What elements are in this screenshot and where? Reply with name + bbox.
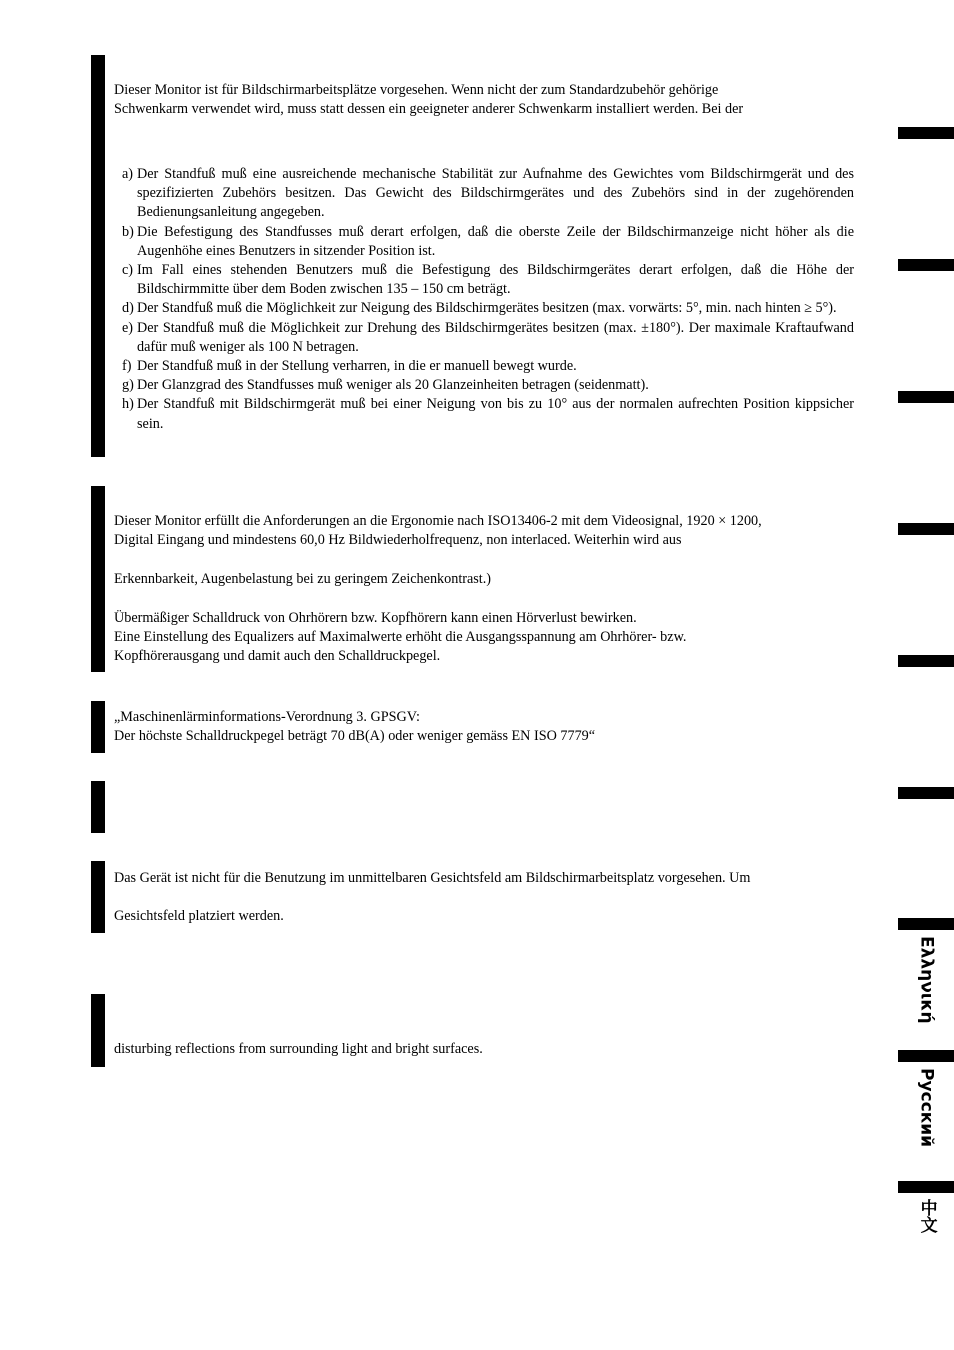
stand-requirements-list [122,165,854,434]
section2-ergonomics [114,512,854,550]
field-of-view-line-1: Das Gerät ist nicht für die Benutzung im unmittelbaren Gesichtsfeld am Bildschirmarbeitsplatz vorgesehen. Um [114,870,751,886]
list-item: a) Der Standfuß muß eine ausreichende mechanische Stabilität zur Aufnahme des Gewichtes vom Bildschirmgerät und des spezifizierten Zubehörs besitzen. Das Gewicht des Bildschirmgerätes und des Zubehörs sind in der zugehörenden Bedienungsanleitung angegeben. [122,166,854,221]
section1-intro-line-2: Schwenkarm verwendet wird, muss statt dessen ein geeigneter anderer Schwenkarm installiert werden. Bei der [114,101,744,118]
language-tab-marker-greek [898,918,954,930]
section1-intro [114,81,854,119]
ergonomics-line-3: Erkennbarkeit, Augenbelastung bei zu geringem Zeichenkontrast.) [114,571,492,587]
section-bar-2 [91,486,105,672]
list-item: h) Der Standfuß mit Bildschirmgerät muß bei einer Neigung von bis zu 10° aus der normalen aufrechten Position kippsicher sein. [122,396,854,432]
list-item: c) Im Fall eines stehenden Benutzers muß die Befestigung des Bildschirmgerätes derart erfolgen, daß die Höhe der Bildschirmmitte über dem Boden zwischen 135 – 150 cm beträgt. [122,262,854,298]
list-item: g) Der Glanzgrad des Standfusses muß weniger als 20 Glanzeinheiten betragen (seidenmatt). [122,377,649,394]
ergonomics-line-2: Digital Eingang und mindestens 60,0 Hz Bildwiederholfrequenz, non interlaced. Weiterhin wird aus [114,532,682,549]
section1-intro-line-1: Dieser Monitor ist für Bildschirmarbeitsplätze vorgesehen. Wenn nicht der zum Standardzubehör gehörige [114,82,719,98]
reflections-line-1: disturbing reflections from surrounding light and bright surfaces. [114,1041,483,1057]
section-bar-3 [91,701,105,753]
language-tab-russian[interactable]: Русский [916,1068,937,1148]
hearing-line-1: Übermäßiger Schalldruck von Ohrhörern bzw. Kopfhörern kann einen Hörverlust bewirken. [114,610,637,626]
language-tab-marker-1 [898,127,954,139]
language-tab-marker-5 [898,655,954,667]
section5-field-of-view [114,869,854,888]
language-tab-marker-russian [898,1050,954,1062]
section5-field-of-view-cont [114,907,854,926]
field-of-view-line-2: Gesichtsfeld platziert werden. [114,908,284,924]
section-bar-4 [91,781,105,833]
section-bar-1 [91,55,105,457]
noise-line-2: Der höchste Schalldruckpegel beträgt 70 dB(A) oder weniger gemäss EN ISO 7779“ [114,728,596,745]
section3-noise [114,708,854,746]
noise-line-1: „Maschinenlärminformations-Verordnung 3. GPSGV: [114,709,420,725]
list-item: b) Die Befestigung des Standfusses muß derart erfolgen, daß die oberste Zeile der Bildschirmanzeige nicht höher als die Augenhöhe eines Benutzers in sitzender Position ist. [122,223,854,259]
language-tab-marker-6 [898,787,954,799]
section6-reflections [114,1040,854,1059]
section2-ergonomics-cont [114,570,854,589]
hearing-line-3: Kopfhörerausgang und damit auch den Schalldruckpegel. [114,648,441,665]
list-item: d) Der Standfuß muß die Möglichkeit zur Neigung des Bildschirmgerätes besitzen (max. vorwärts: 5°, min. nach hinten ≥ 5°). [122,300,837,317]
hearing-line-2: Eine Einstellung des Equalizers auf Maximalwerte erhöht die Ausgangsspannung am Ohrhörer- bzw. [114,629,687,646]
list-item: f) Der Standfuß muß in der Stellung verharren, in die er manuell bewegt wurde. [122,358,577,375]
ergonomics-line-1: Dieser Monitor erfüllt die Anforderungen an die Ergonomie nach ISO13406-2 mit dem Videosignal, 1920 × 1200, [114,513,762,529]
list-item: e) Der Standfuß muß die Möglichkeit zur Drehung des Bildschirmgerätes besitzen (max. ±180°). Der maximale Kraftaufwand dafür muß weniger als 100 N betragen. [122,319,854,355]
language-tab-marker-chinese [898,1181,954,1193]
language-tab-chinese[interactable]: 中文 [916,1199,937,1233]
language-tab-marker-4 [898,523,954,535]
section-bar-5 [91,861,105,933]
language-tab-greek[interactable]: Ελληνική [916,936,937,1024]
language-tab-marker-3 [898,391,954,403]
language-tab-marker-2 [898,259,954,271]
section-bar-6 [91,994,105,1067]
section2-hearing [114,609,854,667]
